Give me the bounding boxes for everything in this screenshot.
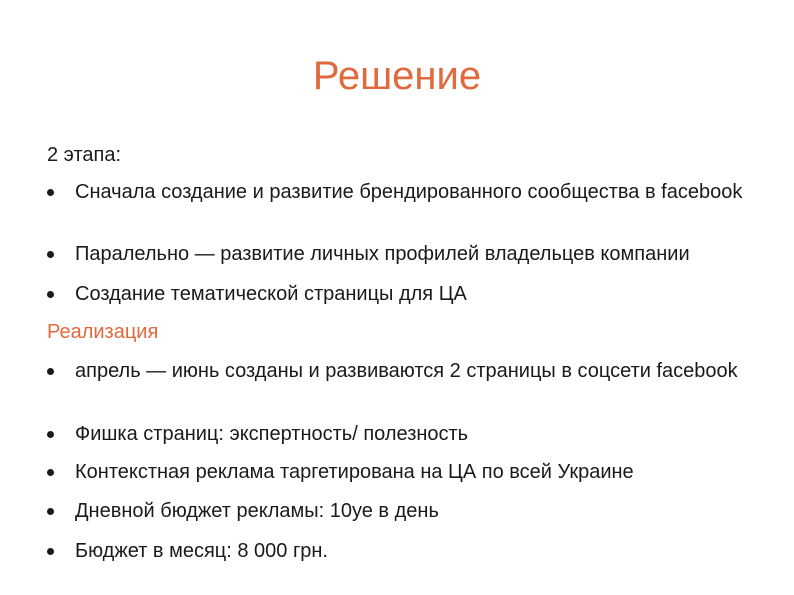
list-item-text: Сначала создание и развитие брендированного сообщества в facebook	[75, 181, 743, 203]
bullet-dot-icon	[47, 251, 54, 258]
bullet-dot-icon	[47, 469, 54, 476]
bullet-dot-icon	[47, 508, 54, 515]
list-item-text: Создание тематической страницы для ЦА	[75, 283, 467, 305]
list-item-text: Контекстная реклама таргетирована на ЦА по всей Украине	[75, 461, 634, 483]
list-item-text: Дневной бюджет рекламы: 10уе в день	[75, 500, 439, 522]
stages-heading: 2 этапа:	[47, 144, 122, 166]
list-item-text: Бюджет в месяц: 8 000 грн.	[75, 540, 328, 562]
bullet-dot-icon	[47, 189, 54, 196]
list-item-text: Фишка страниц: экспертность/ полезность	[75, 423, 469, 445]
bullet-dot-icon	[47, 431, 54, 438]
realization-heading: Реализация	[47, 321, 159, 343]
bullet-dot-icon	[47, 368, 54, 375]
bullet-dot-icon	[47, 548, 54, 555]
bullet-dot-icon	[47, 291, 54, 298]
list-item-text: апрель — июнь созданы и развиваются 2 страницы в соцсети facebook	[75, 360, 738, 382]
slide-title: Решение	[312, 54, 482, 98]
list-item-text: Паралельно — развитие личных профилей владельцев компании	[75, 243, 690, 265]
